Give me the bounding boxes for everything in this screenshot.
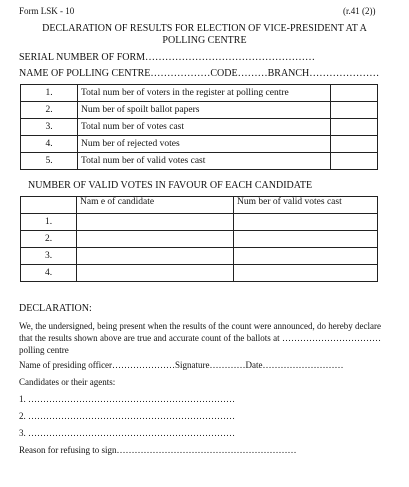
- row-value[interactable]: [331, 102, 378, 119]
- candidate-name-cell[interactable]: [77, 231, 234, 248]
- declaration-heading: DECLARATION:: [19, 303, 92, 314]
- row-number: 5.: [21, 153, 78, 170]
- row-label: Total num ber of votes cast: [78, 119, 331, 136]
- rule-reference: (r.41 (2)): [343, 6, 376, 16]
- candidate-number: 4.: [21, 265, 77, 282]
- row-label: Total num ber of voters in the register at polling centre: [78, 85, 331, 102]
- table-row: [21, 248, 378, 265]
- form-id: Form LSK - 10: [19, 6, 75, 16]
- row-number: 1.: [21, 85, 78, 102]
- table-row: [21, 214, 378, 231]
- summary-table: [20, 84, 378, 170]
- row-number: 2.: [21, 102, 78, 119]
- agents-heading: Candidates or their agents:: [19, 377, 116, 387]
- candidate-votes-cell[interactable]: [234, 265, 378, 282]
- candidate-name-cell[interactable]: [77, 214, 234, 231]
- col-header-votes: Num ber of valid votes cast: [234, 197, 378, 214]
- table-row: [21, 153, 378, 170]
- row-label: Total num ber of valid votes cast: [78, 153, 331, 170]
- row-label: Num ber of rejected votes: [78, 136, 331, 153]
- row-number: 3.: [21, 119, 78, 136]
- declaration-text: We, the undersigned, being present when the results of the count were announced, do hereby declare that the results shown above are true and accurate count of the ballots at ……………………………polling centre: [19, 321, 381, 355]
- candidates-table: [20, 196, 378, 282]
- table-row: [21, 136, 378, 153]
- polling-centre-field: NAME OF POLLING CENTRE………………CODE………BRANCH…………………: [19, 68, 380, 79]
- agent-line-1: 1. ……………………………………………………………: [19, 394, 235, 404]
- row-value[interactable]: [331, 119, 378, 136]
- row-value[interactable]: [331, 136, 378, 153]
- candidate-votes-cell[interactable]: [234, 214, 378, 231]
- col-header-name: Nam e of candidate: [77, 197, 234, 214]
- presiding-officer-line: Name of presiding officer…………………Signature…………Date………………………: [19, 360, 344, 370]
- table-row: [21, 265, 378, 282]
- title-line-2: POLLING CENTRE: [162, 35, 247, 46]
- table-row: [21, 231, 378, 248]
- agent-line-2: 2. ……………………………………………………………: [19, 411, 235, 421]
- serial-number-field: SERIAL NUMBER OF FORM……………………………………………: [19, 52, 316, 63]
- table-header-row: [21, 197, 378, 214]
- candidates-heading: NUMBER OF VALID VOTES IN FAVOUR OF EACH CANDIDATE: [28, 180, 313, 191]
- header-number-cell: [21, 197, 77, 214]
- candidate-votes-cell[interactable]: [234, 248, 378, 265]
- candidate-number: 2.: [21, 231, 77, 248]
- candidate-votes-cell[interactable]: [234, 231, 378, 248]
- candidate-name-cell[interactable]: [77, 265, 234, 282]
- row-value[interactable]: [331, 85, 378, 102]
- agent-line-3: 3. ……………………………………………………………: [19, 428, 235, 438]
- candidate-name-cell[interactable]: [77, 248, 234, 265]
- table-row: [21, 102, 378, 119]
- candidate-number: 3.: [21, 248, 77, 265]
- table-row: [21, 119, 378, 136]
- candidate-number: 1.: [21, 214, 77, 231]
- row-number: 4.: [21, 136, 78, 153]
- title-line-1: DECLARATION OF RESULTS FOR ELECTION OF VICE-PRESIDENT AT A: [42, 23, 367, 34]
- row-value[interactable]: [331, 153, 378, 170]
- refusal-reason-line: Reason for refusing to sign……………………………………………………: [19, 445, 297, 455]
- row-label: Num ber of spoilt ballot papers: [78, 102, 331, 119]
- table-row: [21, 85, 378, 102]
